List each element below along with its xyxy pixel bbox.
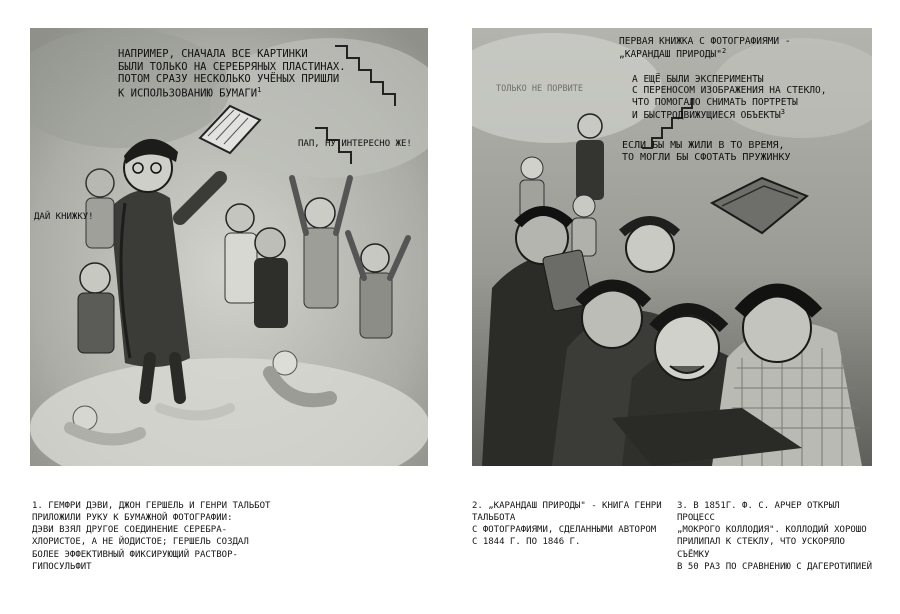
footnote-2: 2. „КАРАНДАШ ПРИРОДЫ" - КНИГА ГЕНРИ ТАЛЬБОТА С ФОТОГРАФИЯМИ, СДЕЛАННЫМИ АВТОРОМ С 1844 Г. ПО 1846 Г. (472, 501, 662, 548)
illustration-left-panel (30, 28, 428, 466)
speech-child-interested: ПАП, НУ ИНТЕРЕСНО ЖЕ! (298, 139, 412, 149)
grandmother-on-stairs (576, 114, 604, 200)
speech-first-photobook: ПЕРВАЯ КНИЖКА С ФОТОГРАФИЯМИ - „КАРАНДАШ ПРИРОДЫ"$^2$ (619, 36, 791, 61)
speech-child-give-book: ДАЙ КНИЖКУ! (34, 212, 94, 222)
speech-spring-photo: ЕСЛИ БЫ МЫ ЖИЛИ В ТО ВРЕМЯ, ТО МОГЛИ БЫ СФОТАТЬ ПРУЖИНКУ (622, 140, 791, 163)
speech-main: НАПРИМЕР, СНАЧАЛА ВСЕ КАРТИНКИ БЫЛИ ТОЛЬКО НА СЕРЕБРЯНЫХ ПЛАСТИНАХ. ПОТОМ СРАЗУ НЕСКОЛЬКО УЧЁНЫХ ПРИШЛИ К ИСПОЛЬЗОВАНИЮ БУМАГИ$^1$ (118, 48, 346, 100)
speech-glass-experiments: А ЕЩЁ БЫЛИ ЭКСПЕРИМЕНТЫ С ПЕРЕНОСОМ ИЗОБРАЖЕНИЯ НА СТЕКЛО, ЧТО ПОМОГАЛО СНИМАТЬ ПОРТРЕТЫ И БЫСТРОДВИЖУЩИЕСЯ ОБЪЕКТЫ$^3$ (632, 74, 827, 122)
speech-dont-tear: ТОЛЬКО НЕ ПОРВИТЕ (496, 84, 583, 94)
footnote-1: 1. ГЕМФРИ ДЭВИ, ДЖОН ГЕРШЕЛЬ И ГЕНРИ ТАЛЬБОТ ПРИЛОЖИЛИ РУКУ К БУМАЖНОЙ ФОТОГРАФИИ: ДЭВИ ВЗЯЛ ДРУГОЕ СОЕДИНЕНИЕ СЕРЕБРА- ХЛОРИСТОЕ, А НЕ ЙОДИСТОЕ; ГЕРШЕЛЬ СОЗДАЛ БОЛЕЕ ЭФФЕКТИВНЫЙ ФИКСИРУЮЩИЙ РАСТВОР- ГИПОСУЛЬФИТ (32, 501, 271, 572)
footnote-3: 3. В 1851Г. Ф. С. АРЧЕР ОТКРЫЛ ПРОЦЕСС „МОКРОГО КОЛЛОДИЯ". КОЛЛОДИЙ ХОРОШО ПРИЛИПАЛ К СТЕКЛУ, ЧТО УСКОРЯЛО СЪЁМКУ В 50 РАЗ ПО СРАВНЕНИЮ С ДАГЕРОТИПИЕЙ (677, 501, 873, 572)
illustration-right-panel (472, 28, 872, 466)
